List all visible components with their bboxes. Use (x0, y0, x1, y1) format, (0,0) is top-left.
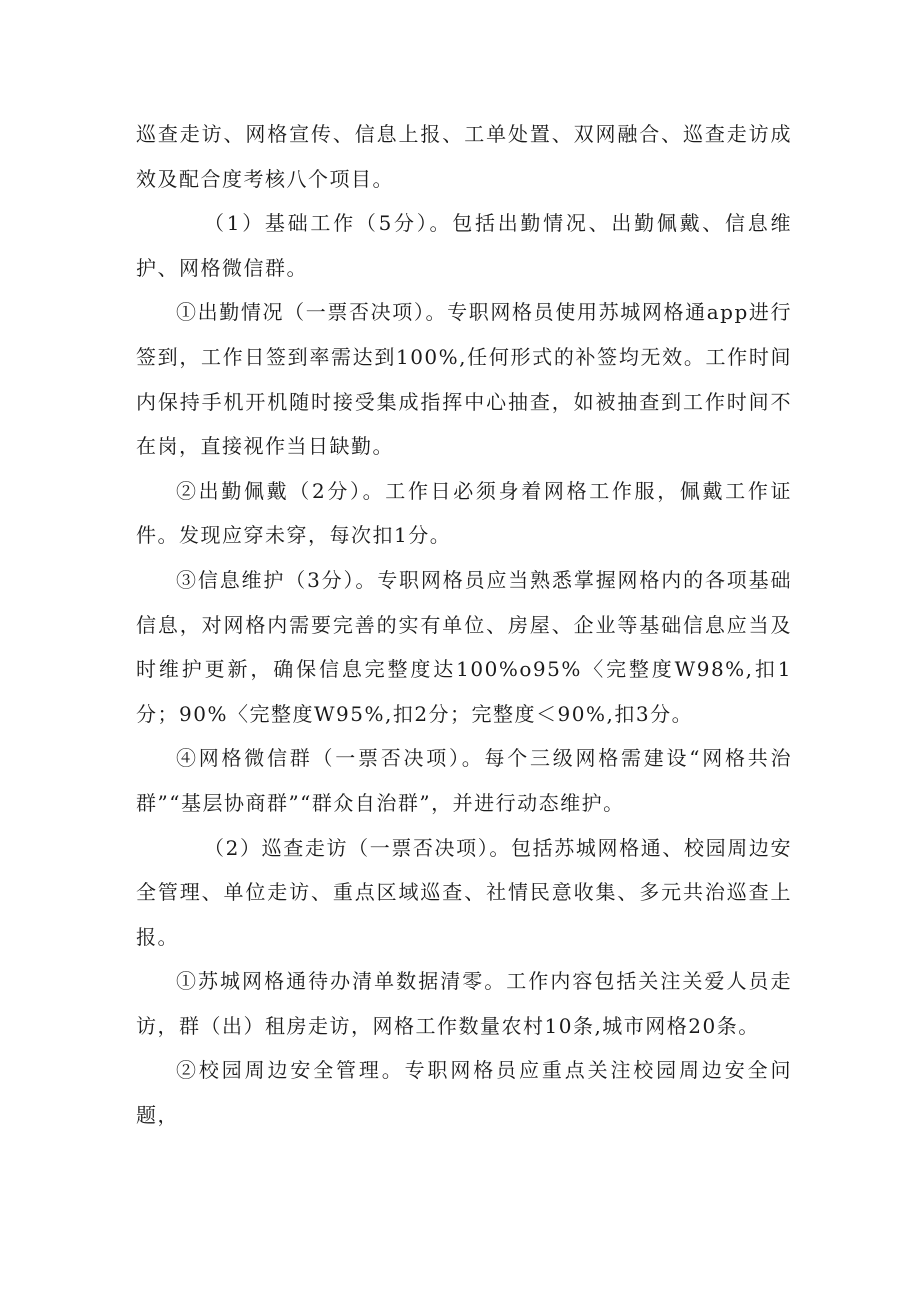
paragraph-todo-list-clearing: ①苏城网格通待办清单数据清零。工作内容包括关注关爱人员走访，群（出）租房走访，网格工作数量农村10条,城市网格20条。 (136, 969, 792, 1038)
paragraph-attendance: ①出勤情况（一票否决项）。专职网格员使用苏城网格通app进行签到，工作日签到率需达到100%,任何形式的补签均无效。工作时间内保持手机开机随时接受集成指挥中心抽查，如被抽查到工作时间不在岗，直接视作当日缺勤。 (136, 300, 792, 459)
paragraph-basic-work-heading: （1）基础工作（5分）。包括出勤情况、出勤佩戴、信息维护、网格微信群。 (136, 211, 792, 280)
paragraph-wechat-groups: ④网格微信群（一票否决项）。每个三级网格需建设“网格共治群”“基层协商群”“群众自治群”，并进行动态维护。 (136, 746, 792, 815)
document-body (136, 112, 792, 1138)
paragraph-campus-safety: ②校园周边安全管理。专职网格员应重点关注校园周边安全问题， (136, 1058, 792, 1128)
paragraph-patrol-visit-heading: （2）巡查走访（一票否决项）。包括苏城网格通、校园周边安全管理、单位走访、重点区域巡查、社情民意收集、多元共治巡查上报。 (136, 835, 792, 949)
paragraph-attendance-uniform: ②出勤佩戴（2分）。工作日必须身着网格工作服，佩戴工作证件。发现应穿未穿，每次扣1分。 (136, 478, 792, 548)
paragraph-project-list-continuation: 巡查走访、网格宣传、信息上报、工单处置、双网融合、巡查走访成效及配合度考核八个项目。 (136, 122, 792, 191)
paragraph-info-maintenance: ③信息维护（3分）。专职网格员应当熟悉掌握网格内的各项基础信息，对网格内需要完善的实有单位、房屋、企业等基础信息应当及时维护更新，确保信息完整度达100%o95%〈完整度W98%,扣1分；90%〈完整度W95%,扣2分；完整度＜90%,扣3分。 (136, 567, 792, 726)
